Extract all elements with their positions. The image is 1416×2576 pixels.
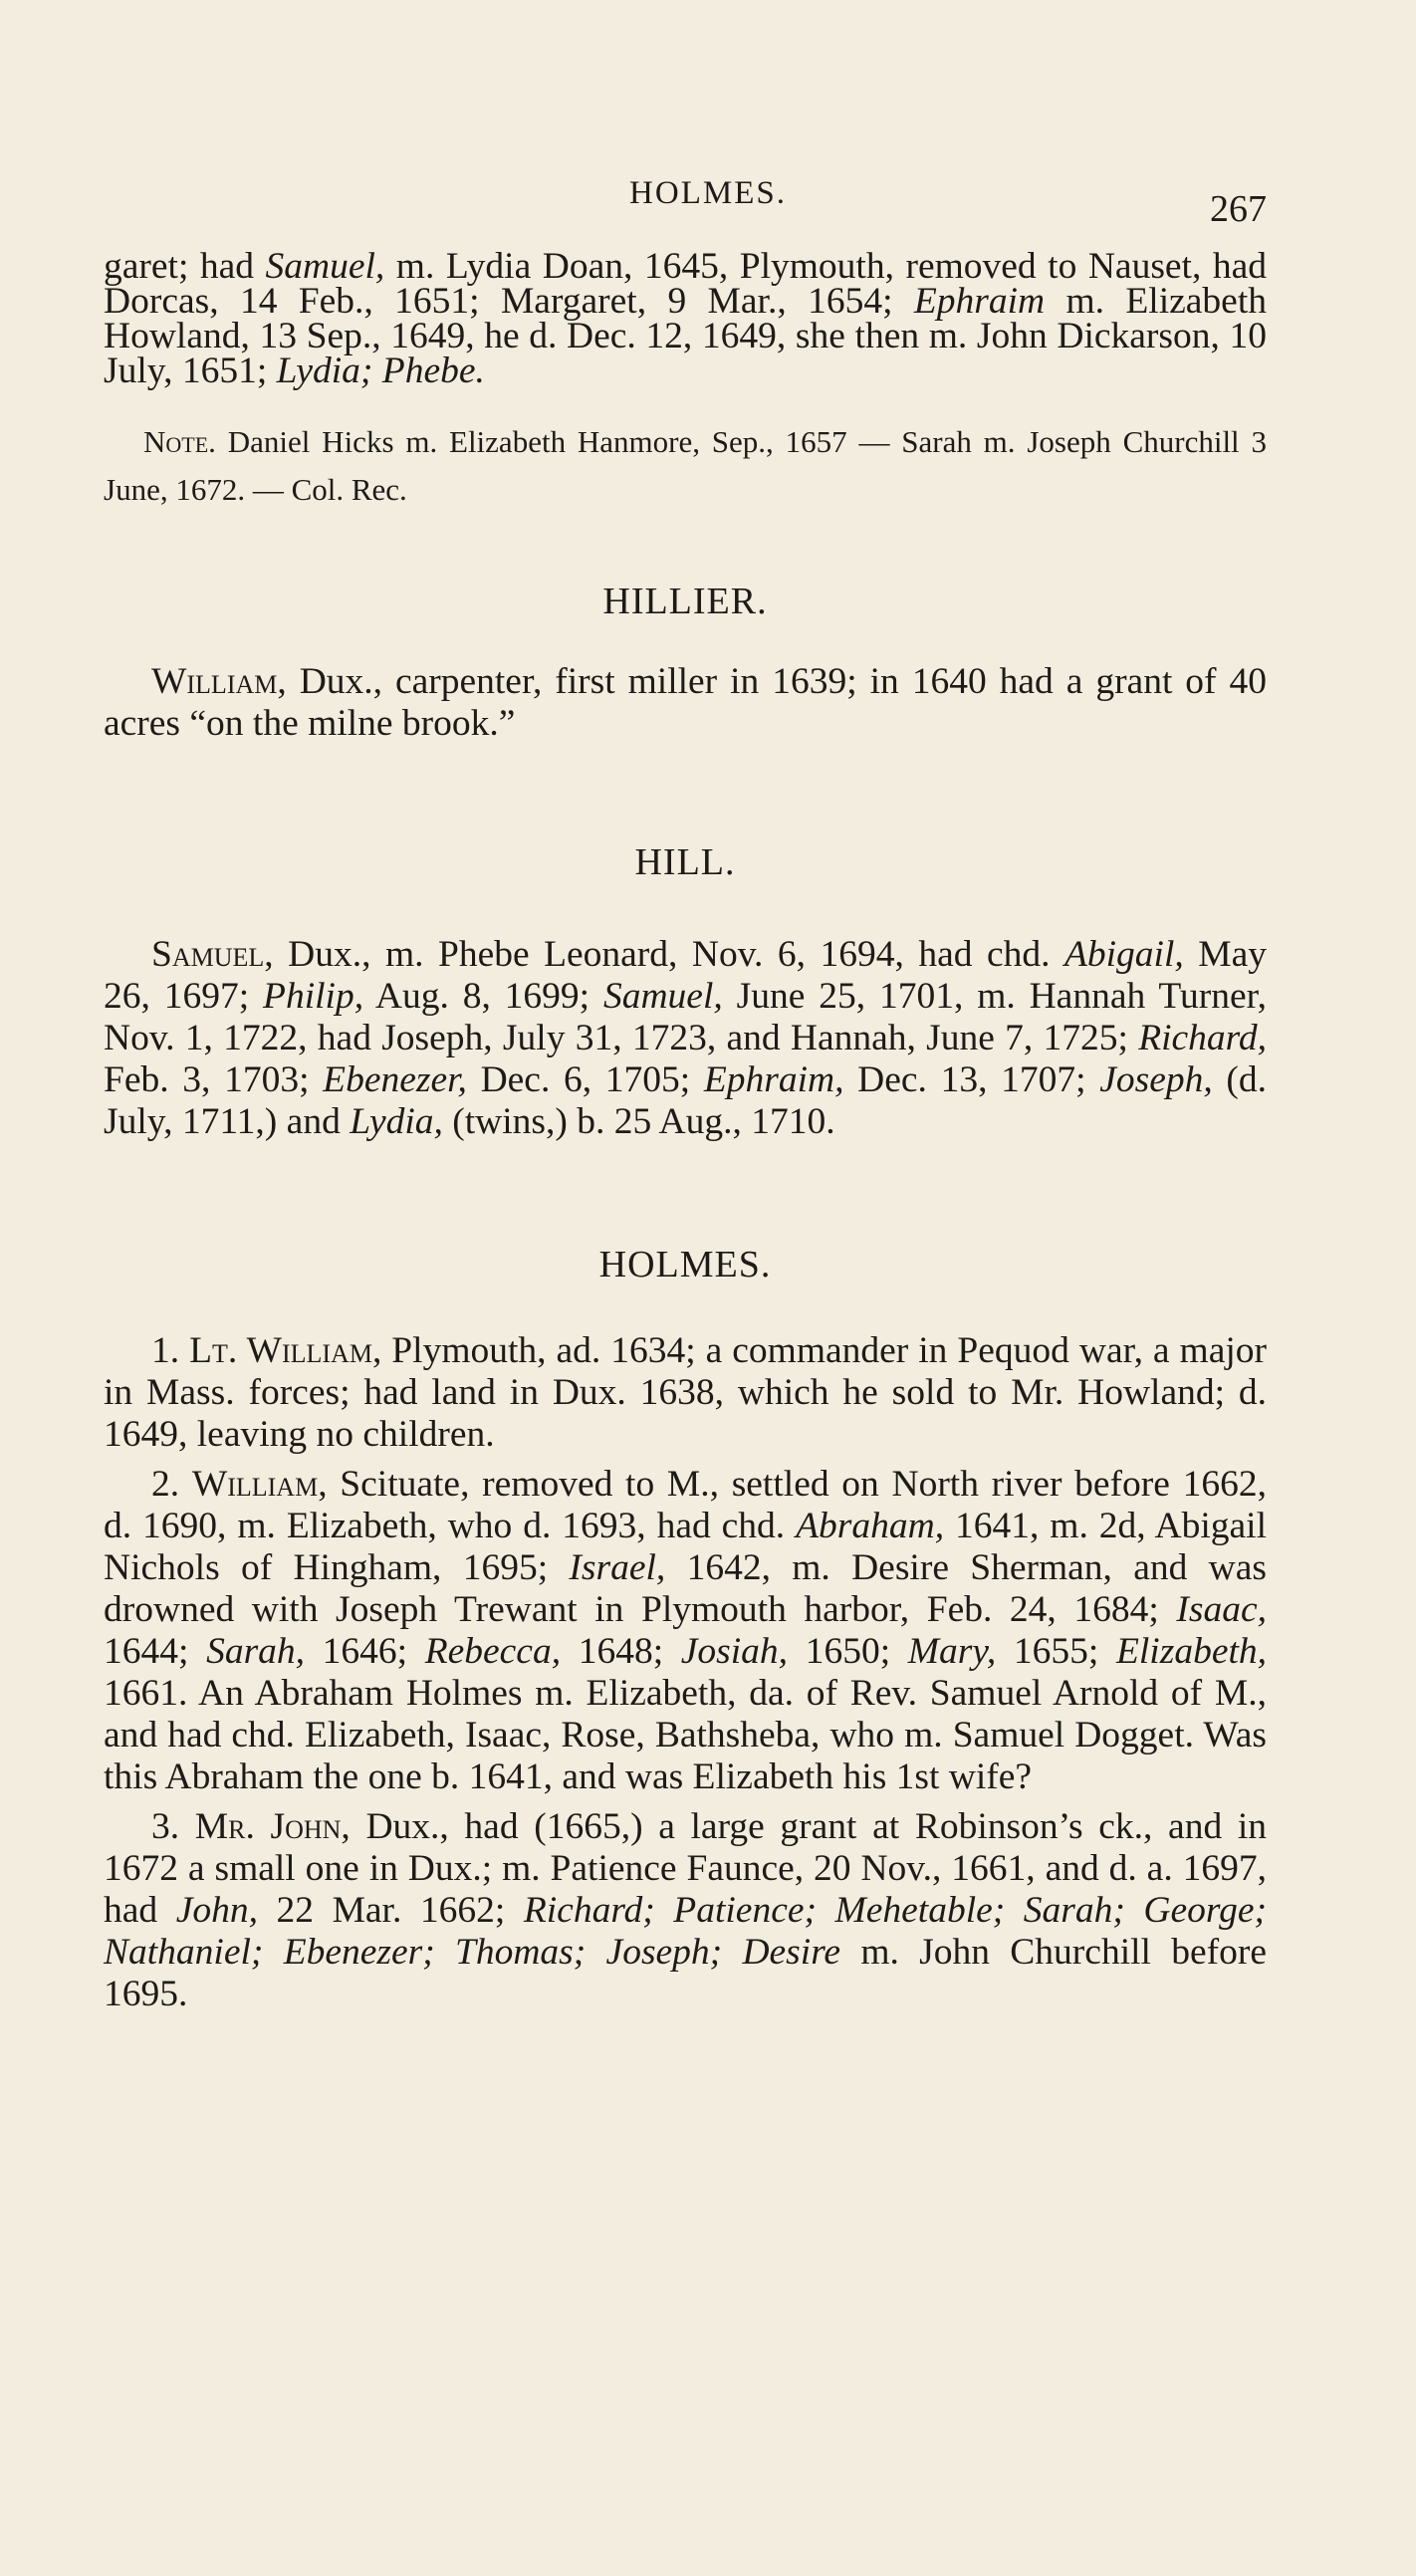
- text-run: 1641, m. 2d, Abigail Nichols of Hingham, 1695;: [104, 1506, 1267, 1588]
- text-run: garet; had: [104, 246, 266, 287]
- italic-name: Philip,: [263, 976, 364, 1017]
- entry-name: William,: [151, 661, 287, 702]
- entry-number: 3.: [151, 1806, 195, 1847]
- text-run: 22 Mar. 1662;: [257, 1890, 524, 1931]
- italic-name: Elizabeth,: [1115, 1631, 1268, 1672]
- entry-name: William,: [191, 1464, 328, 1505]
- text-run: Feb. 3, 1703;: [104, 1059, 324, 1100]
- text-run: m. Lydia Doan, 1645, Plymouth, removed to Nauset, had Dorcas, 14 Feb., 1651; Margaret, 9 Mar., 1654;: [104, 246, 1267, 322]
- text-run: Dux., m. Phebe Leonard, Nov. 6, 1694, had chd.: [273, 934, 1064, 975]
- italic-name: Joseph,: [1099, 1059, 1213, 1100]
- italic-name: Ephraim,: [703, 1059, 844, 1100]
- text-run: Dec. 13, 1707;: [843, 1059, 1100, 1100]
- text-run: 1648;: [561, 1631, 681, 1672]
- italic-name: Samuel,: [602, 976, 723, 1017]
- italic-name: Mary,: [907, 1631, 997, 1672]
- section-heading-holmes: HOLMES.: [598, 1244, 772, 1286]
- italic-name: John,: [175, 1890, 258, 1931]
- section-heading-hill: HILL.: [634, 841, 736, 883]
- text-run: Aug. 8, 1699;: [363, 976, 603, 1017]
- italic-name: Lydia,: [350, 1101, 443, 1142]
- text-run: Dux., carpenter, first miller in 1639; in 1640 had a grant of 40 acres “on the milne brook.”: [104, 661, 1267, 744]
- text-run: Dux., had (1665,) a large grant at Robinson’s ck., and in 1672 a small one in Dux.; m. Patience Faunce, 20 Nov., 1661, and d. a. 1697, had: [104, 1806, 1268, 1931]
- text-run: m. John Churchill before 1695.: [104, 1932, 1267, 2014]
- italic-name: Ebenezer,: [323, 1059, 467, 1100]
- note-paragraph: [104, 418, 1267, 514]
- italic-name: Isaac,: [1176, 1589, 1267, 1630]
- note-label: Note.: [143, 424, 216, 459]
- italic-name: Abigail,: [1063, 934, 1184, 975]
- entry-number: 1.: [151, 1330, 190, 1371]
- holmes-entry-2: [104, 1464, 1267, 1798]
- text-run: May 26, 1697;: [104, 934, 1267, 1017]
- continuation-paragraph: [104, 246, 1267, 391]
- text-run: 1661. An Abraham Holmes m. Elizabeth, da. of Rev. Samuel Arnold of M., and had chd. Elizabeth, Isaac, Rose, Bathsheba, who m. Samuel Dogget. Was this Abraham the one b. 1641, and was Elizabeth his 1st wife?: [104, 1673, 1267, 1797]
- italic-name: Rebecca,: [424, 1631, 562, 1672]
- holmes-entry-3: [104, 1806, 1267, 2015]
- hillier-paragraph: [104, 661, 1267, 745]
- text-run: 1650;: [788, 1631, 908, 1672]
- entry-name: Mr. John,: [194, 1806, 351, 1847]
- text-run: m. Elizabeth Howland, 13 Sep., 1649, he d. Dec. 12, 1649, she then m. John Dickarson, 10 July, 1651;: [104, 281, 1267, 391]
- italic-name: Abraham,: [796, 1506, 945, 1546]
- text-run: Plymouth, ad. 1634; a commander in Pequod war, a major in Mass. forces; had land in Dux. 1638, which he sold to Mr. Howland; d. 1649, leaving no children.: [104, 1330, 1268, 1455]
- text-run: Dec. 6, 1705;: [466, 1059, 704, 1100]
- text-run: 1646;: [305, 1631, 425, 1672]
- italic-name: Lydia; Phebe.: [276, 351, 485, 391]
- hill-paragraph: [104, 934, 1267, 1143]
- page-content: [104, 246, 1268, 2015]
- text-run: June 25, 1701, m. Hannah Turner, Nov. 1, 1722, had Joseph, July 31, 1723, and Hannah, June 7, 1725;: [104, 976, 1267, 1058]
- text-run: 1642, m. Desire Sherman, and was drowned with Joseph Trewant in Plymouth harbor, Feb. 24, 1684;: [104, 1547, 1267, 1630]
- italic-name: Josiah,: [680, 1631, 789, 1672]
- text-run: (twins,) b. 25 Aug., 1710.: [442, 1101, 835, 1142]
- page-number: 267: [1210, 188, 1267, 230]
- text-run: 1644;: [104, 1631, 207, 1672]
- entry-name: Samuel,: [151, 934, 274, 975]
- italic-name: Richard,: [1138, 1018, 1267, 1058]
- note-text: Daniel Hicks m. Elizabeth Hanmore, Sep., 1657 — Sarah m. Joseph Churchill 3 June, 1672. — Col. Rec.: [104, 424, 1267, 507]
- running-head: HOLMES.: [629, 175, 787, 211]
- italic-name: Samuel,: [265, 246, 385, 287]
- italic-name: Israel,: [569, 1547, 666, 1588]
- text-run: 1655;: [996, 1631, 1116, 1672]
- entry-number: 2.: [151, 1464, 192, 1505]
- italic-name: Richard; Patience; Mehetable; Sarah; George; Nathaniel; Ebenezer; Thomas; Joseph; Desire: [104, 1890, 1267, 1973]
- section-heading-hillier: HILLIER.: [602, 581, 768, 622]
- text-run: (d. July, 1711,) and: [104, 1059, 1267, 1142]
- italic-name: Ephraim: [913, 281, 1046, 322]
- text-run: Scituate, removed to M., settled on North river before 1662, d. 1690, m. Elizabeth, who d. 1693, had chd.: [104, 1464, 1267, 1546]
- holmes-entry-1: [104, 1330, 1267, 1456]
- italic-name: Sarah,: [206, 1631, 306, 1672]
- entry-name: Lt. William,: [189, 1330, 382, 1371]
